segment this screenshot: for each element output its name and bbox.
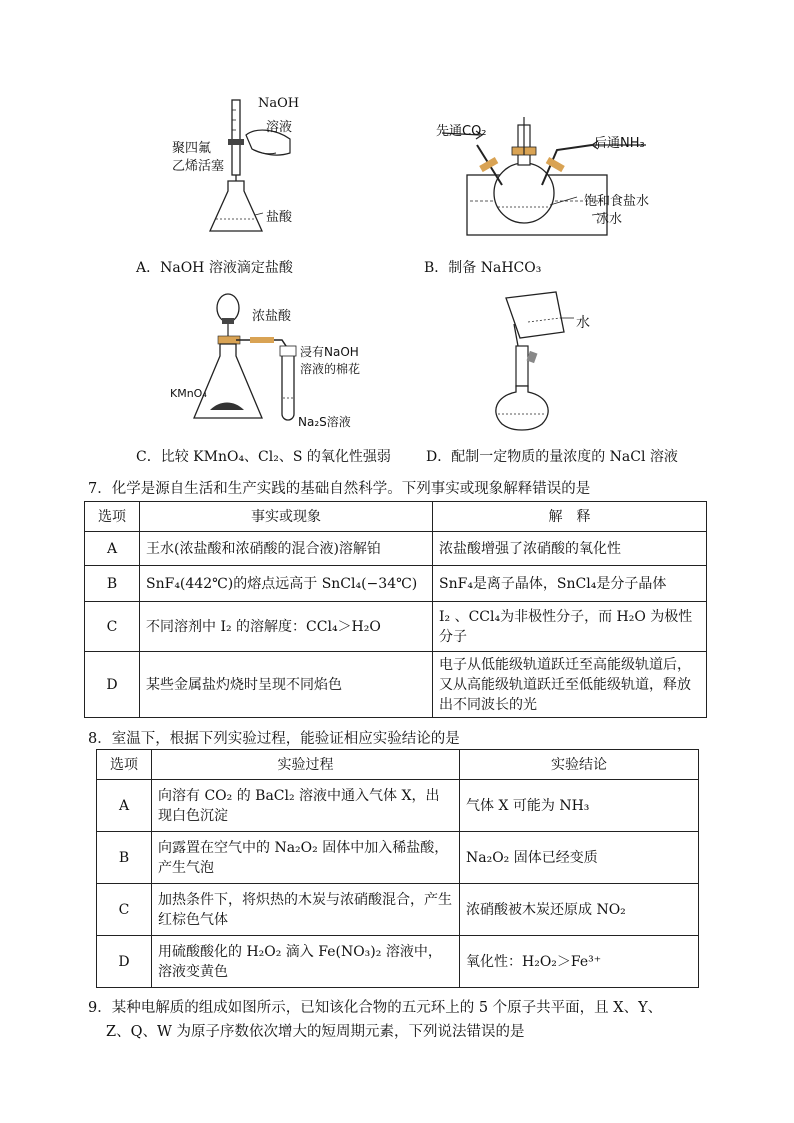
label-kmno4: KMnO₄ bbox=[170, 387, 207, 400]
table-row bbox=[85, 532, 707, 566]
label-solution: 溶液 bbox=[266, 120, 293, 135]
label-cotton-2: 溶液的棉花 bbox=[300, 362, 361, 376]
q8-conclusion-c: 浓硝酸被木炭还原成 NO₂ bbox=[460, 884, 699, 936]
table-row bbox=[97, 936, 699, 988]
label-water: 水 bbox=[576, 315, 590, 331]
table-row bbox=[85, 652, 707, 718]
q7-fact-b: SnF₄(442℃)的熔点远高于 SnCl₄(−34℃) bbox=[140, 566, 433, 602]
label-cotton-1: 浸有NaOH bbox=[300, 345, 359, 359]
three-neck-flask bbox=[494, 163, 554, 223]
q7-option-c: C bbox=[85, 602, 140, 652]
caption-d: D．配制一定物质的量浓度的 NaCl 溶液 bbox=[426, 449, 678, 465]
q8-stem: 8．室温下，根据下列实验过程，能验证相应实验结论的是 bbox=[88, 731, 460, 747]
table-row bbox=[85, 566, 707, 602]
q7-header-fact: 事实或现象 bbox=[140, 502, 433, 532]
test-tube bbox=[282, 350, 294, 420]
figure-d-volumetric bbox=[478, 288, 598, 438]
q7-option-a: A bbox=[85, 532, 140, 566]
q7-option-b: B bbox=[85, 566, 140, 602]
table-row bbox=[97, 780, 699, 832]
q8-header-option: 选项 bbox=[97, 750, 152, 780]
burette bbox=[232, 100, 240, 175]
label-stopcock-1: 聚四氟 bbox=[172, 141, 212, 156]
q8-table bbox=[96, 749, 699, 988]
q8-procedure-d: 用硫酸酸化的 H₂O₂ 滴入 Fe(NO₃)₂ 溶液中，溶液变黄色 bbox=[152, 936, 460, 988]
q8-option-c: C bbox=[97, 884, 152, 936]
q8-option-a: A bbox=[97, 780, 152, 832]
q7-option-d: D bbox=[85, 652, 140, 718]
q8-header-procedure: 实验过程 bbox=[152, 750, 460, 780]
q8-header-conclusion: 实验结论 bbox=[460, 750, 699, 780]
separatory-funnel bbox=[217, 294, 239, 322]
label-stopcock-2: 乙烯活塞 bbox=[172, 159, 225, 174]
q9-stem-line-2: Z、Q、W 为原子序数依次增大的短周期元素，下列说法错误的是 bbox=[106, 1024, 525, 1040]
stopcock bbox=[228, 139, 244, 145]
q8-procedure-b: 向露置在空气中的 Na₂O₂ 固体中加入稀盐酸，产生气泡 bbox=[152, 832, 460, 884]
table-row bbox=[85, 602, 707, 652]
label-nh3: 后通NH₃ bbox=[594, 136, 645, 151]
table-row bbox=[97, 884, 699, 936]
q7-explanation-d: 电子从低能级轨道跃迁至高能级轨道后，又从高能级轨道跃迁至低能级轨道，释放出不同波长的光 bbox=[433, 652, 707, 718]
label-hcl: 盐酸 bbox=[266, 210, 293, 225]
label-brine: 饱和食盐水 bbox=[584, 194, 650, 209]
q7-explanation-a: 浓盐酸增强了浓硝酸的氧化性 bbox=[433, 532, 707, 566]
conical-flask bbox=[210, 181, 262, 231]
q8-procedure-a: 向溶有 CO₂ 的 BaCl₂ 溶液中通入气体 X，出现白色沉淀 bbox=[152, 780, 460, 832]
q7-fact-a: 王水(浓盐酸和浓硝酸的混合液)溶解铂 bbox=[140, 532, 433, 566]
q7-explanation-c: I₂ 、CCl₄为非极性分子，而 H₂O 为极性分子 bbox=[433, 602, 707, 652]
q9-stem-line-1: 9．某种电解质的组成如图所示，已知该化合物的五元环上的 5 个原子共平面，且 X、Y、 bbox=[88, 1000, 663, 1016]
q8-conclusion-b: Na₂O₂ 固体已经变质 bbox=[460, 832, 699, 884]
q7-explanation-b: SnF₄是离子晶体，SnCl₄是分子晶体 bbox=[433, 566, 707, 602]
q7-stem: 7．化学是源自生活和生产实践的基础自然科学。下列事实或现象解释错误的是 bbox=[88, 481, 591, 497]
q8-conclusion-a: 气体 X 可能为 NH₃ bbox=[460, 780, 699, 832]
volumetric-flask bbox=[496, 386, 548, 430]
caption-c: C．比较 KMnO₄、Cl₂、S 的氧化性强弱 bbox=[136, 449, 391, 465]
q8-option-b: B bbox=[97, 832, 152, 884]
q7-table bbox=[84, 501, 707, 718]
label-ice-water: 冰水 bbox=[596, 212, 623, 227]
q7-header-option: 选项 bbox=[85, 502, 140, 532]
label-co2: 先通CO₂ bbox=[436, 124, 487, 139]
table-row bbox=[97, 832, 699, 884]
label-naoh: NaOH bbox=[258, 96, 300, 111]
caption-b: B．制备 NaHCO₃ bbox=[424, 260, 542, 276]
label-na2s: Na₂S溶液 bbox=[298, 415, 351, 429]
q8-option-d: D bbox=[97, 936, 152, 988]
q8-conclusion-d: 氧化性：H₂O₂＞Fe³⁺ bbox=[460, 936, 699, 988]
label-conc-hcl: 浓盐酸 bbox=[252, 309, 292, 324]
q7-fact-d: 某些金属盐灼烧时呈现不同焰色 bbox=[140, 652, 433, 718]
caption-a: A．NaOH 溶液滴定盐酸 bbox=[136, 260, 293, 276]
q7-header-explanation: 解 释 bbox=[433, 502, 707, 532]
q7-fact-c: 不同溶剂中 I₂ 的溶解度：CCl₄＞H₂O bbox=[140, 602, 433, 652]
q8-procedure-c: 加热条件下，将炽热的木炭与浓硝酸混合，产生红棕色气体 bbox=[152, 884, 460, 936]
